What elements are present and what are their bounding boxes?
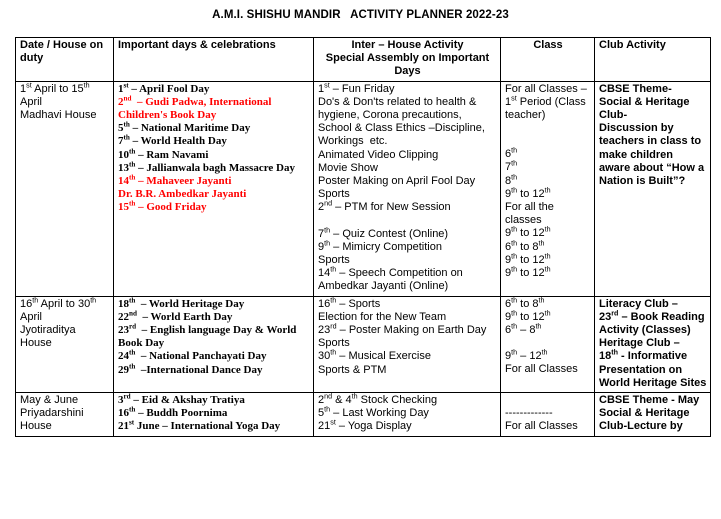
cell-important-days (114, 81, 314, 296)
class-line: 7th (505, 159, 518, 174)
date-house-line: Priyadarshini House (20, 407, 87, 433)
class-line: 9th to 12th (505, 186, 551, 200)
column-header-class: Class (501, 38, 595, 82)
cell-class (501, 296, 595, 392)
inter-house-line: 14th – Speech Competition on Ambedkar Jayanti (Online) (318, 265, 466, 293)
spacer-line (505, 135, 591, 148)
important-day-line: 29th –International Dance Day (118, 362, 263, 376)
inter-house-line: 16th – Sports (318, 296, 381, 310)
class-line: For all the classes (505, 201, 557, 227)
inter-house-line: 1st – Fun Friday (318, 80, 395, 95)
spacer-line (318, 215, 497, 228)
column-header-inter-house-activity: Inter – House Activity Special Assembly on Important Days (314, 38, 501, 82)
class-line: For all Classes (505, 363, 578, 376)
class-line: ------------- (505, 407, 553, 420)
cell-date-house (16, 393, 114, 437)
spacer-line (505, 394, 591, 407)
column-header-date-house: Date / House on duty (16, 38, 114, 82)
class-line: 6th (505, 146, 518, 161)
cell-club-activity (595, 393, 711, 437)
cell-date-house (16, 296, 114, 392)
class-line: For all Classes (505, 420, 578, 433)
inter-house-line: Sports (318, 254, 350, 267)
important-day-line: 16th – Buddh Poornima (118, 405, 228, 420)
table-row (16, 393, 711, 437)
cell-class (501, 81, 595, 296)
inter-house-line: Animated Video Clipping (318, 148, 439, 161)
important-day-line: Dr. B.R. Ambedkar Jayanti (118, 188, 247, 201)
class-line: 9th to 12th (505, 309, 551, 323)
class-line: 9th to 12th (505, 225, 551, 240)
class-line: 6th to 8th (505, 296, 545, 310)
inter-house-line: Election for the New Team (318, 310, 447, 323)
inter-house-line: Sports (318, 188, 350, 201)
table-header-row (16, 38, 711, 82)
important-day-line: 23rd – English language Day & World Book Day (118, 322, 300, 350)
club-activity-line: CBSE Theme - May (599, 394, 700, 407)
important-day-line: 24th – National Panchayati Day (118, 348, 267, 363)
cell-inter-house-activity (314, 296, 501, 392)
class-line: 6th – 8th (505, 322, 542, 337)
cell-date-house (16, 81, 114, 296)
class-line: 1st Period (Class teacher) (505, 94, 589, 122)
cell-important-days (114, 393, 314, 437)
important-day-line: 14th – Mahaveer Jayanti (118, 173, 232, 188)
important-day-line: 15th – Good Friday (118, 199, 207, 214)
spacer-line (505, 122, 591, 135)
table-body (16, 81, 711, 436)
cell-important-days (114, 296, 314, 392)
important-day-line: 7th – World Health Day (118, 133, 227, 148)
inter-house-line: Do's & Don'ts related to health & hygiene, Corona precautions, School & Class Ethics –Discipline, Workings etc. (318, 95, 488, 148)
important-day-line: 22nd – World Earth Day (118, 309, 233, 323)
column-header-club-activity: Club Activity (595, 38, 711, 82)
club-activity-line: 23rd – Book Reading Activity (Classes) (599, 309, 708, 337)
important-day-line: 21st June – International Yoga Day (118, 418, 281, 433)
class-line: 6th to 8th (505, 238, 545, 253)
club-activity-line: Discussion by teachers in class to make children aware about “How a Nation is Built”? (599, 122, 708, 188)
inter-house-line: Movie Show (318, 161, 378, 174)
cell-club-activity (595, 296, 711, 392)
date-house-line: 1st April to 15th April (20, 80, 93, 108)
inter-house-line: 7th – Quiz Contest (Online) (318, 225, 449, 240)
cell-club-activity (595, 81, 711, 296)
table-row (16, 296, 711, 392)
inter-house-line: Poster Making on April Fool Day (318, 175, 476, 188)
important-day-line: 3rd – Eid & Akshay Tratiya (118, 392, 245, 407)
club-activity-line: Literacy Club – (599, 297, 678, 310)
club-activity-line: Heritage Club – (599, 337, 680, 350)
inter-house-line: 2nd & 4th Stock Checking (318, 392, 438, 407)
date-house-line: May & June (20, 394, 79, 407)
column-header-important-days: Important days & celebrations (114, 38, 314, 82)
class-line: 9th – 12th (505, 348, 548, 363)
date-house-line: Madhavi House (20, 109, 97, 122)
cell-class (501, 393, 595, 437)
page-title: A.M.I. SHISHU MANDIR ACTIVITY PLANNER 2022-23 (212, 9, 509, 21)
class-line: 9th to 12th (505, 252, 551, 266)
inter-house-line: 2nd – PTM for New Session (318, 199, 451, 214)
cell-inter-house-activity (314, 393, 501, 437)
inter-house-line: Sports (318, 337, 350, 350)
important-day-line: 10th – Ram Navami (118, 146, 209, 161)
class-line: For all Classes – (505, 82, 587, 95)
activity-planner-table (15, 37, 711, 437)
inter-house-line: 23rd – Poster Making on Earth Day (318, 322, 487, 337)
important-day-line: 1st – April Fool Day (118, 80, 210, 95)
cell-inter-house-activity (314, 81, 501, 296)
important-day-line: 13th – Jallianwala bagh Massacre Day (118, 160, 295, 174)
inter-house-line: 9th – Mimicry Competition (318, 239, 442, 253)
important-day-line: 2nd – Gudi Padwa, International Children's Book Day (118, 94, 275, 122)
important-day-line: 18th – World Heritage Day (118, 296, 245, 310)
inter-house-line: Sports & PTM (318, 363, 387, 376)
inter-house-line: 30th – Musical Exercise (318, 348, 431, 363)
important-day-line: 5th – National Maritime Day (118, 120, 251, 135)
club-activity-line: Social & Heritage Club-Lecture by (599, 407, 693, 433)
spacer-line (505, 337, 591, 350)
inter-house-line: 5th – Last Working Day (318, 405, 429, 420)
club-activity-line: CBSE Theme- (599, 82, 672, 95)
date-house-line: Jyotiraditya House (20, 324, 79, 350)
class-line: 9th to 12th (505, 265, 551, 280)
date-house-line: 16th April to 30th April (20, 296, 99, 323)
club-activity-line: Social & Heritage Club- (599, 95, 693, 122)
club-activity-line: 18th - Informative Presentation on World Heritage Sites (599, 348, 707, 389)
table-row (16, 81, 711, 296)
inter-house-line: 21st – Yoga Display (318, 418, 412, 433)
class-line: 8th (505, 172, 518, 187)
